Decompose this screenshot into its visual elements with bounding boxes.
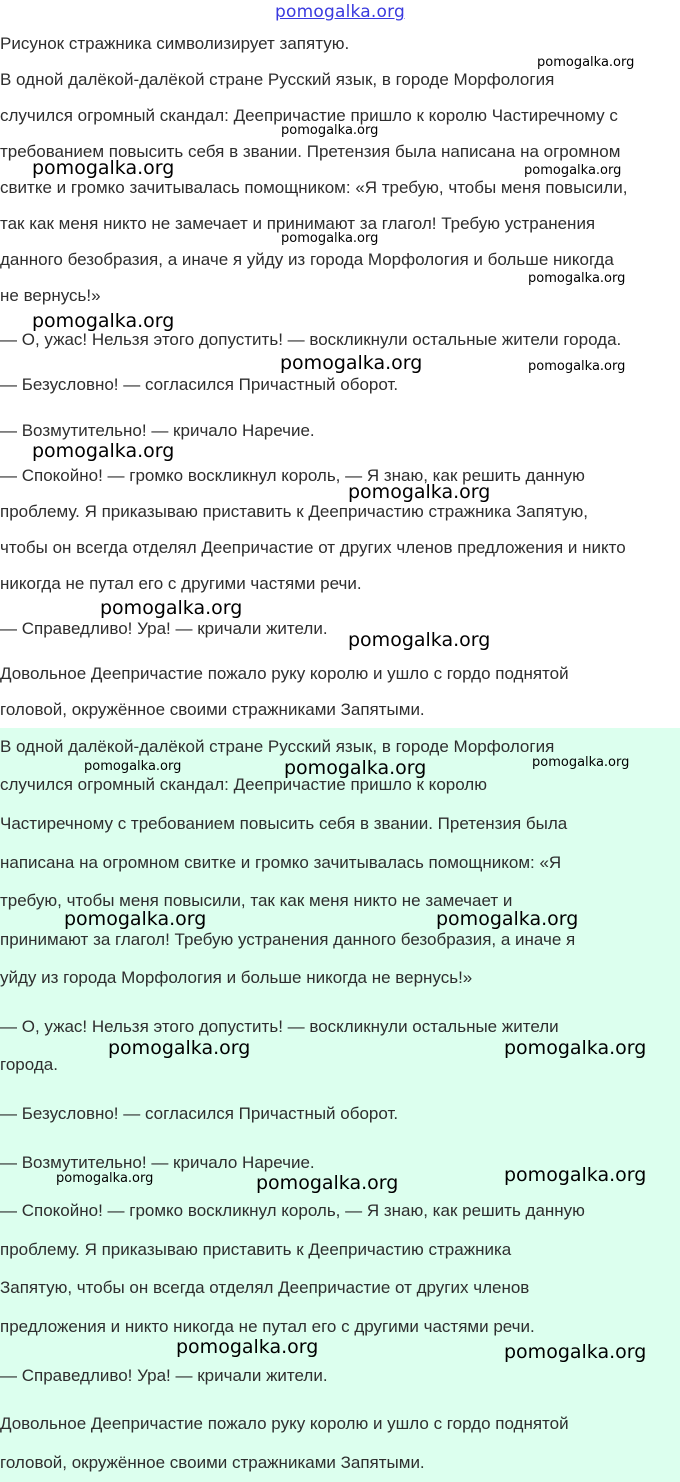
watermark: pomogalka.org [108, 1037, 251, 1059]
intro-line: Рисунок стражника символизирует запятую. [0, 34, 350, 53]
story1-line: — Возмутительно! — кричало Наречие. [0, 421, 315, 440]
watermark: pomogalka.org [537, 55, 635, 70]
watermark: pomogalka.org [32, 310, 175, 332]
story2-line: — Безусловно! — согласился Причастный оборот. [0, 1104, 399, 1123]
site-link[interactable]: pomogalka.org [275, 2, 405, 22]
story1-line: проблему. Я приказываю приставить к Деепричастию стражника Запятую, [0, 502, 589, 521]
story2-line: принимают за глагол! Требую устранения данного безобразия, а иначе я [0, 930, 576, 949]
watermark: pomogalka.org [100, 597, 243, 619]
story2-line: Довольное Деепричастие пожало руку королю и ушло с гордо поднятой [0, 1414, 569, 1433]
watermark: pomogalka.org [64, 908, 207, 930]
watermark: pomogalka.org [284, 757, 427, 779]
story2-line: написана на огромном свитке и громко зачитывалась помощником: «Я [0, 853, 562, 872]
story2-line: Частиречному с требованием повысить себя в звании. Претензия была [0, 814, 568, 833]
story2-line: предложения и никто никогда не путал его с другими частями речи. [0, 1317, 535, 1336]
story1-line: — Справедливо! Ура! — кричали жители. [0, 619, 328, 638]
story2-line: В одной далёкой-далёкой стране Русский язык, в городе Морфология [0, 737, 555, 756]
story1-line: Довольное Деепричастие пожало руку королю и ушло с гордо поднятой [0, 664, 569, 683]
story1-line: В одной далёкой-далёкой стране Русский язык, в городе Морфология [0, 70, 555, 89]
story2-line: города. [0, 1055, 58, 1074]
watermark: pomogalka.org [504, 1341, 647, 1363]
story2-line: требую, чтобы меня повысили, так как меня никто не замечает и [0, 891, 513, 910]
watermark: pomogalka.org [32, 157, 175, 179]
story1-line: — Спокойно! — громко воскликнул король, — Я знаю, как решить данную [0, 466, 585, 485]
watermark: pomogalka.org [436, 908, 579, 930]
story2-line: — Спокойно! — громко воскликнул король, — Я знаю, как решить данную [0, 1201, 585, 1220]
story1-line: чтобы он всегда отделял Деепричастие от других членов предложения и никто [0, 538, 626, 557]
story2-line: случился огромный скандал: Деепричастие пришло к королю [0, 775, 487, 794]
watermark: pomogalka.org [56, 1171, 154, 1186]
story1-line: — Безусловно! — согласился Причастный оборот. [0, 375, 399, 394]
story1-line: так как меня никто не замечает и принимают за глагол! Требую устранения [0, 214, 596, 233]
watermark: pomogalka.org [528, 271, 626, 286]
story1-line: случился огромный скандал: Деепричастие пришло к королю Частиречному с [0, 106, 618, 125]
watermark: pomogalka.org [281, 231, 379, 246]
watermark: pomogalka.org [504, 1037, 647, 1059]
story2-line: уйду из города Морфология и больше никогда не вернусь!» [0, 968, 473, 987]
story1-line: не вернусь!» [0, 286, 101, 305]
watermark: pomogalka.org [532, 755, 630, 770]
watermark: pomogalka.org [528, 359, 626, 374]
story2-line: проблему. Я приказываю приставить к Деепричастию стражника [0, 1240, 512, 1259]
watermark: pomogalka.org [524, 163, 622, 178]
story1-line: требованием повысить себя в звании. Претензия была написана на огромном [0, 142, 621, 161]
watermark: pomogalka.org [281, 123, 379, 138]
story1-line: головой, окружённое своими стражниками Запятыми. [0, 700, 425, 719]
watermark: pomogalka.org [280, 352, 423, 374]
story1-line: данного безобразия, а иначе я уйду из города Морфология и больше никогда [0, 250, 614, 269]
watermark: pomogalka.org [32, 440, 175, 462]
story2-line: головой, окружённое своими стражниками Запятыми. [0, 1453, 425, 1472]
story1-line: — О, ужас! Нельзя этого допустить! — воскликнули остальные жители города. [0, 330, 622, 349]
story2-line: — О, ужас! Нельзя этого допустить! — воскликнули остальные жители [0, 1017, 559, 1036]
watermark: pomogalka.org [504, 1164, 647, 1186]
story1-line: никогда не путал его с другими частями речи. [0, 574, 362, 593]
story2-line: — Возмутительно! — кричало Наречие. [0, 1153, 315, 1172]
watermark: pomogalka.org [348, 481, 491, 503]
story2-line: Запятую, чтобы он всегда отделял Деепричастие от других членов [0, 1278, 530, 1297]
story2-line: — Справедливо! Ура! — кричали жители. [0, 1366, 328, 1385]
story1-line: свитке и громко зачитывалась помощником: «Я требую, чтобы меня повысили, [0, 178, 628, 197]
watermark: pomogalka.org [176, 1336, 319, 1358]
watermark: pomogalka.org [256, 1172, 399, 1194]
watermark: pomogalka.org [84, 759, 182, 774]
watermark: pomogalka.org [348, 629, 491, 651]
